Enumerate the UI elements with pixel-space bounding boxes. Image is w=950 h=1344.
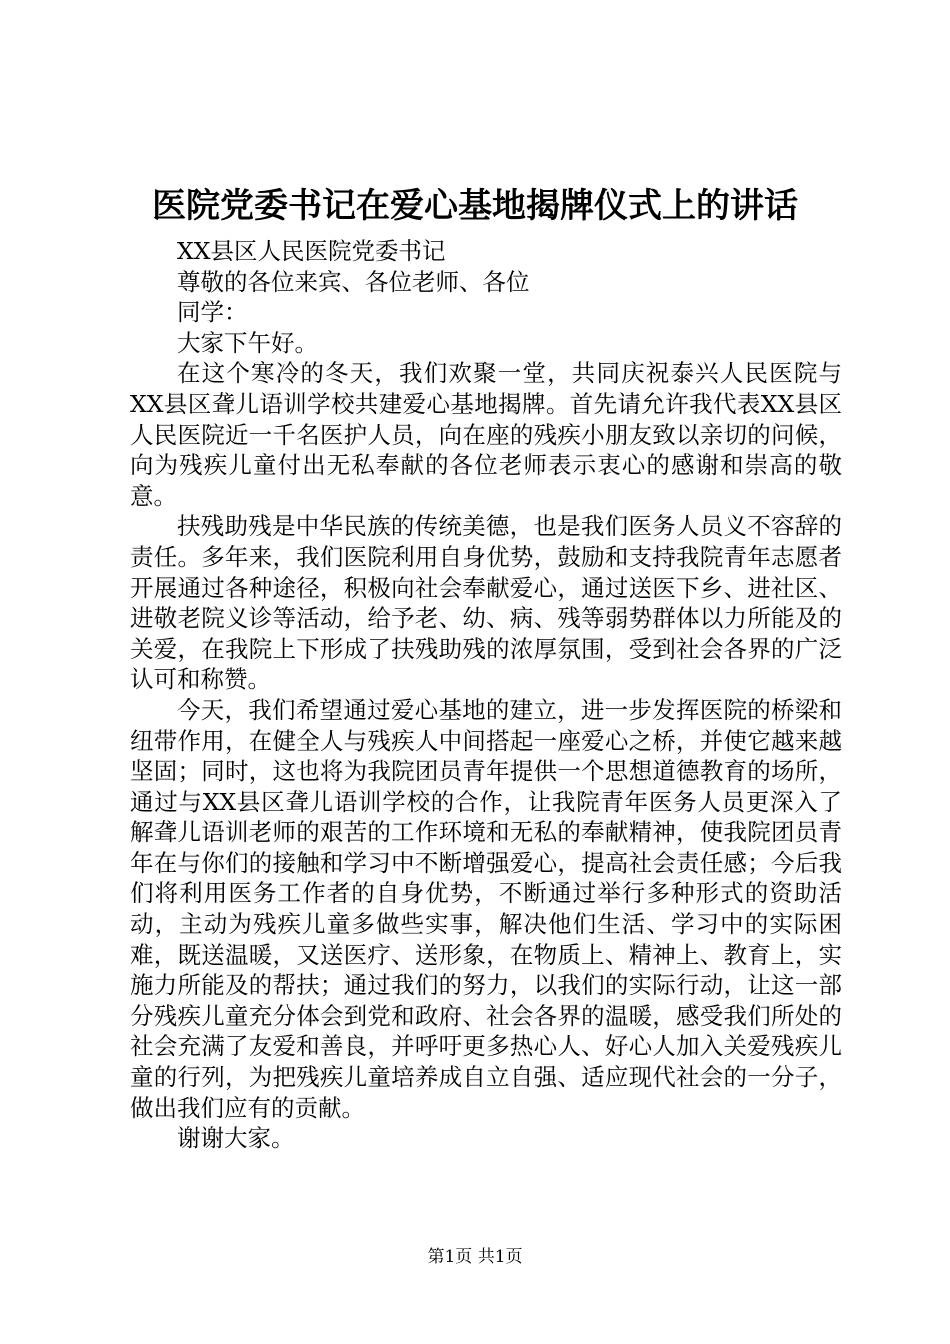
body-paragraph: 今天，我们希望通过爱心基地的建立，进一步发挥医院的桥梁和纽带作用，在健全人与残疾人中间搭起一座爱心之桥，并使它越来越坚固；同时，这也将为我院团员青年提供一个思想道德教育的场所，通过与XX县区聋儿语训学校的合作，让我院青年医务人员更深入了解聋儿语训老师的艰苦的工作环境和无私的奉献精神，使我院团员青年在与你们的接触和学习中不断增强爱心，提高社会责任感；今后我们将利用医务工作者的自身优势，不断通过举行多种形式的资助活动，主动为残疾儿童多做些实事，解决他们生活、学习中的实际困难，既送温暖，又送医疗、送形象，在物质上、精神上、教育上，实施力所能及的帮扶；通过我们的努力，以我们的实际行动，让这一部分残疾儿童充分体会到党和政府、社会各界的温暖，感受我们所处的社会充满了友爱和善良，并呼吁更多热心人、好心人加入关爱残疾儿童的行列，为把残疾儿童培养成自立自强、适应现代社会的一分子，做出我们应有的贡献。 — [130, 695, 842, 1122]
greeting-line: 大家下午好。 — [177, 328, 318, 357]
document-title: 医院党委书记在爱心基地揭牌仪式上的讲话 — [152, 186, 798, 226]
page-number: 第1页 共1页 — [427, 1247, 523, 1267]
closing-line: 谢谢大家。 — [177, 1124, 295, 1153]
salutation-line-continued: 同学： — [177, 298, 248, 327]
salutation-line: 尊敬的各位来宾、各位老师、各位 — [177, 267, 530, 296]
body-paragraph: 扶残助残是中华民族的传统美德，也是我们医务人员义不容辞的责任。多年来，我们医院利用自身优势，鼓励和支持我院青年志愿者开展通过各种途径，积极向社会奉献爱心，通过送医下乡、进社区、进敬老院义诊等活动，给予老、幼、病、残等弱势群体以力所能及的关爱，在我院上下形成了扶残助残的浓厚氛围，受到社会各界的广泛认可和称赞。 — [130, 512, 842, 694]
body-paragraph: 在这个寒冷的冬天，我们欢聚一堂，共同庆祝泰兴人民医院与XX县区聋儿语训学校共建爱心基地揭牌。首先请允许我代表XX县区人民医院近一千名医护人员，向在座的残疾小朋友致以亲切的问候，向为残疾儿童付出无私奉献的各位老师表示衷心的感谢和崇高的敬意。 — [130, 359, 842, 510]
author-line: XX县区人民医院党委书记 — [177, 237, 446, 265]
document-body — [130, 236, 842, 1154]
